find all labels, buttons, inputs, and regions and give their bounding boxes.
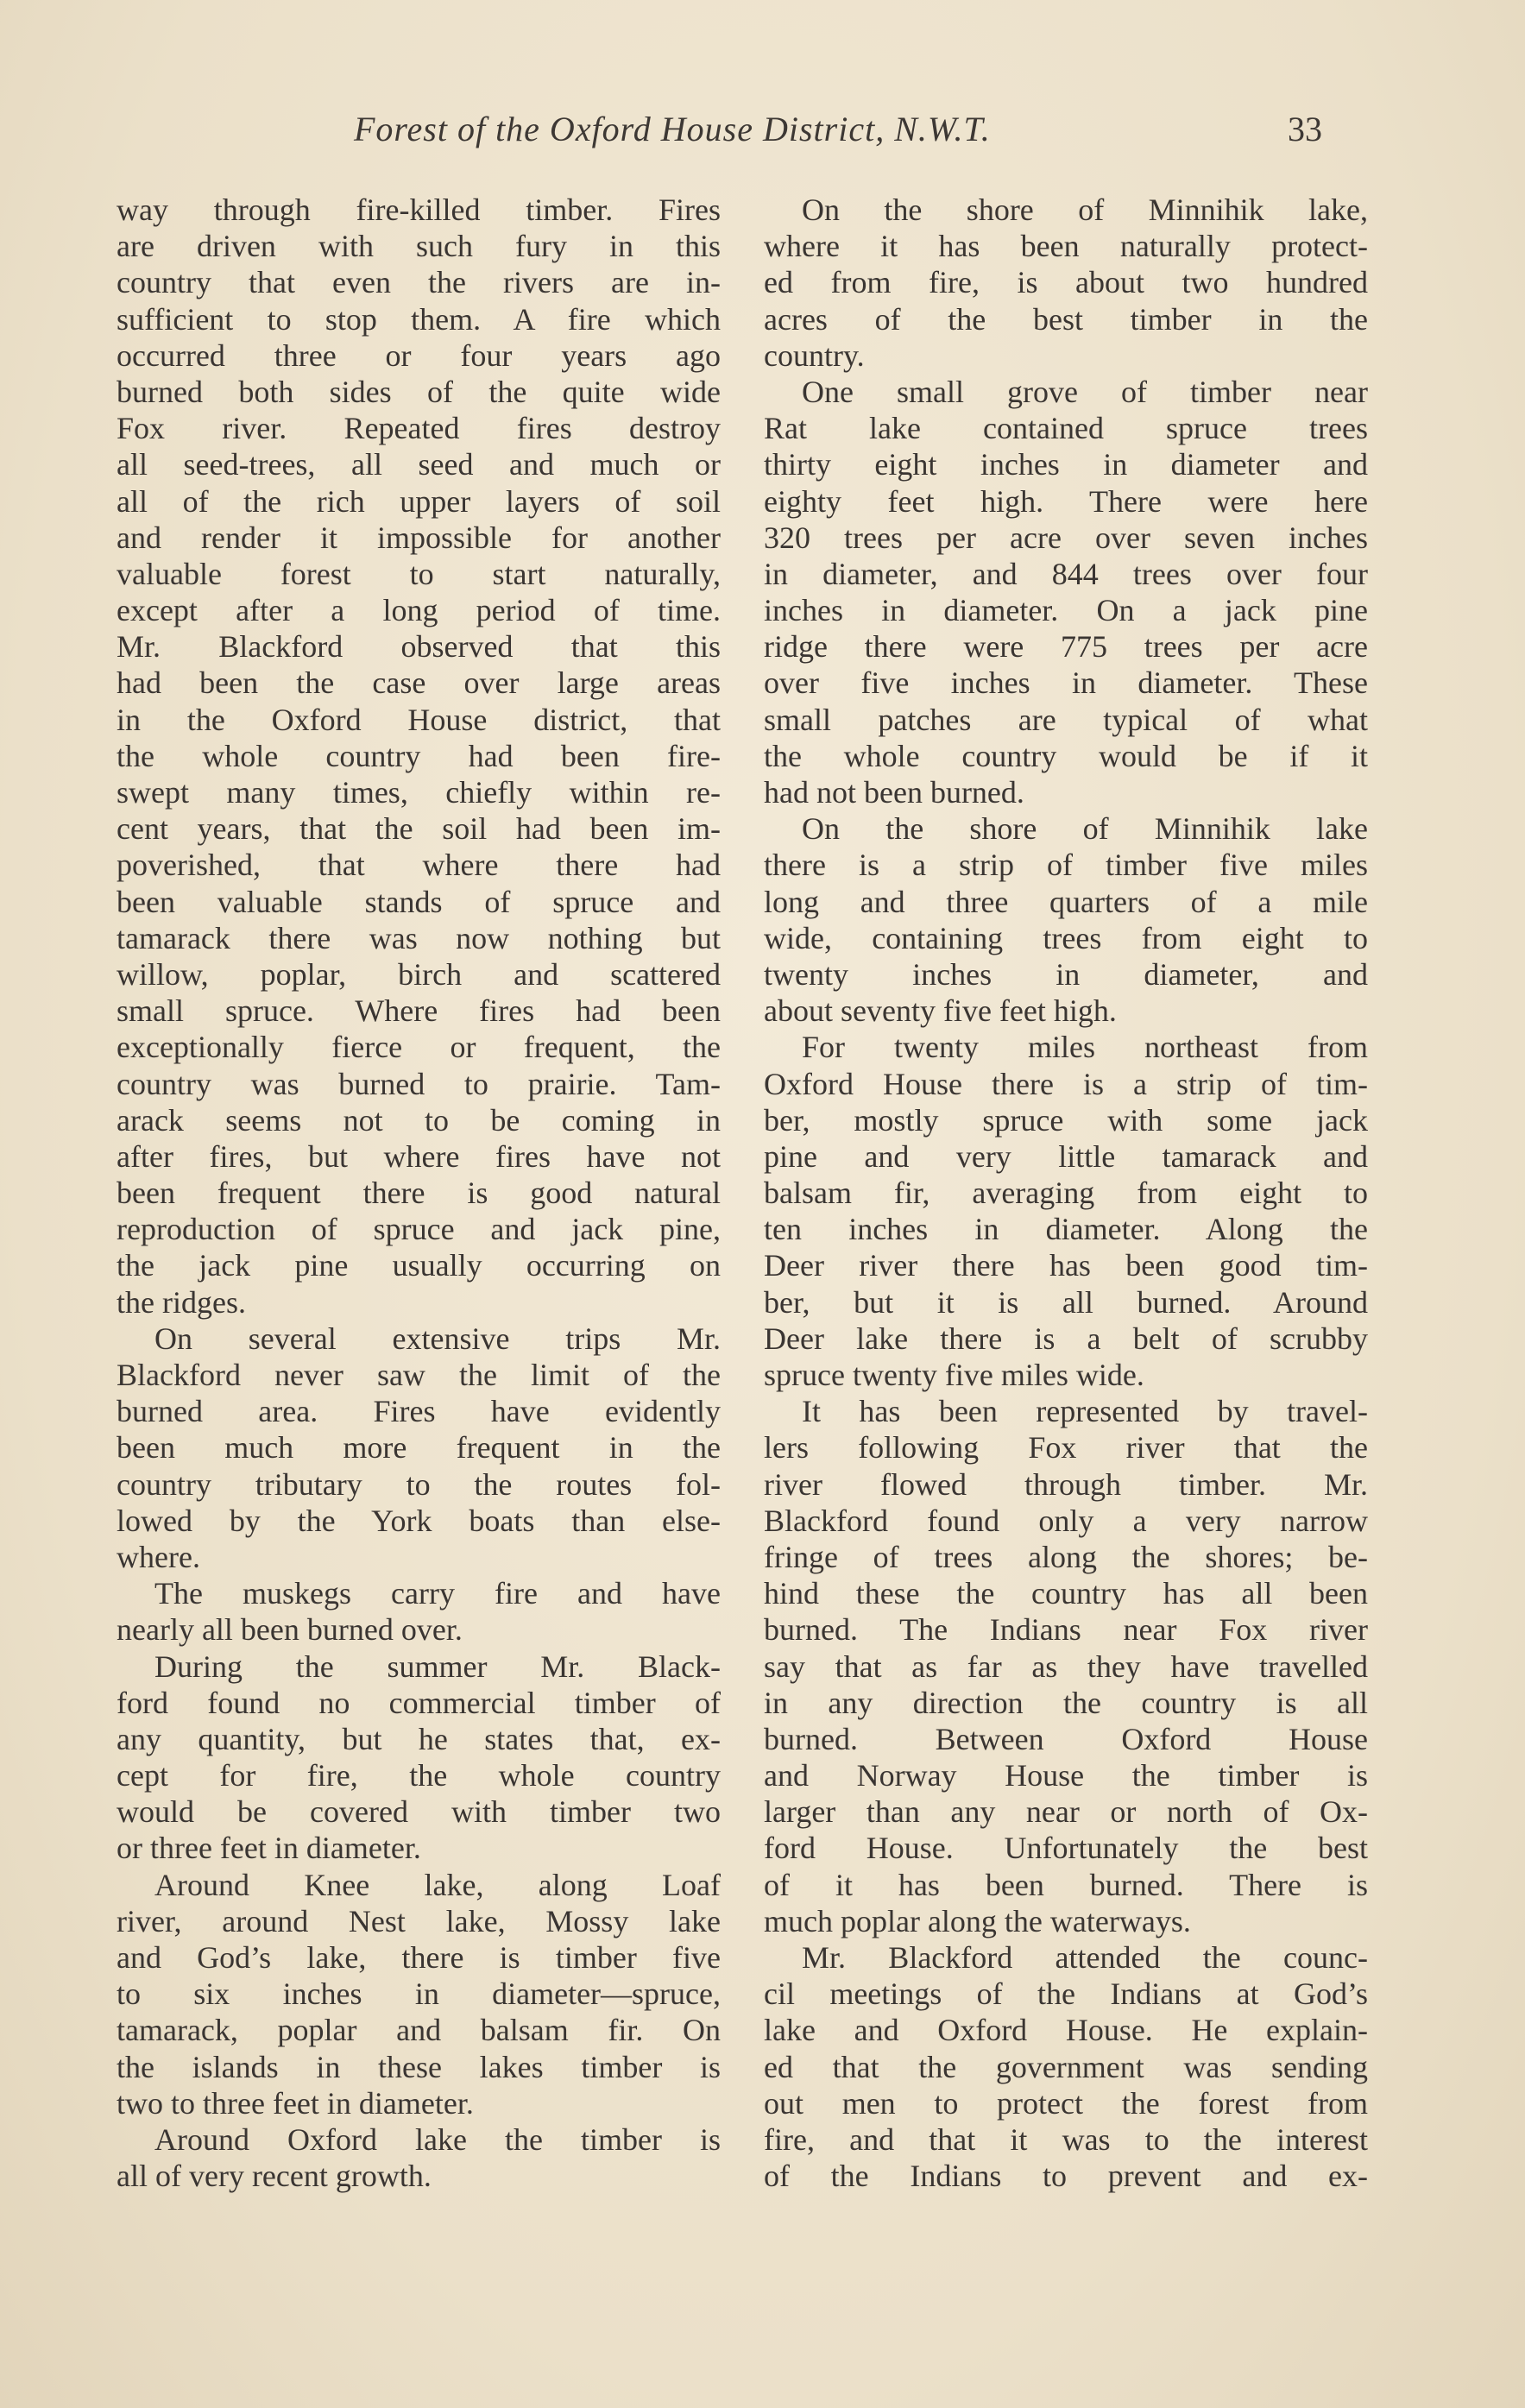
text-line: been frequent there is good natural — [117, 1176, 721, 1211]
text-line: the whole country had been fire- — [117, 738, 721, 773]
text-line: thirty eight inches in diameter and — [764, 447, 1368, 482]
text-line: of the Indians to prevent and ex- — [764, 2159, 1368, 2194]
text-line: there is a strip of timber five miles — [764, 848, 1368, 883]
text-line: cent years, that the soil had been im- — [117, 811, 721, 847]
text-line: lake and Oxford House. He explain- — [764, 2013, 1368, 2048]
right-column — [764, 192, 1368, 2194]
text-line: burned area. Fires have evidently — [117, 1394, 721, 1429]
text-line: swept many times, chiefly within re- — [117, 775, 721, 810]
text-line: ber, but it is all burned. Around — [764, 1284, 1368, 1320]
text-line: It has been represented by travel- — [802, 1394, 1368, 1429]
running-title: Forest of the Oxford House District, N.W.T. — [354, 110, 991, 148]
text-line: the ridges. — [117, 1284, 246, 1320]
text-line: wide, containing trees from eight to — [764, 920, 1368, 955]
text-line: way through fire-killed timber. Fires — [117, 192, 721, 227]
text-line: are driven with such fury in this — [117, 229, 721, 264]
text-line: One small grove of timber near — [802, 374, 1368, 409]
text-line: lowed by the York boats than else- — [117, 1503, 721, 1538]
text-line: exceptionally fierce or frequent, the — [117, 1030, 721, 1065]
text-line: small spruce. Where fires had been — [117, 993, 721, 1029]
text-line: acres of the best timber in the — [764, 301, 1368, 337]
text-line: country that even the rivers are in- — [117, 265, 721, 300]
text-line: burned both sides of the quite wide — [117, 374, 721, 409]
text-line: river, around Nest lake, Mossy lake — [117, 1903, 721, 1938]
text-line: inches in diameter. On a jack pine — [764, 593, 1368, 628]
text-line: or three feet in diameter. — [117, 1831, 421, 1866]
text-line: Around Knee lake, along Loaf — [154, 1867, 721, 1902]
text-line: sufficient to stop them. A fire which — [117, 301, 721, 337]
text-line: country was burned to prairie. Tam- — [117, 1066, 721, 1101]
text-line: over five inches in diameter. These — [764, 665, 1368, 701]
text-line: occurred three or four years ago — [117, 337, 721, 373]
text-line: For twenty miles northeast from — [802, 1030, 1368, 1065]
text-line: cept for fire, the whole country — [117, 1758, 721, 1793]
text-line: tamarack, poplar and balsam fir. On — [117, 2013, 721, 2048]
text-line: in the Oxford House district, that — [117, 702, 721, 737]
text-line: willow, poplar, birch and scattered — [117, 956, 721, 992]
text-line: fringe of trees along the shores; be- — [764, 1539, 1368, 1574]
text-line: ten inches in diameter. Along the — [764, 1212, 1368, 1247]
text-line: ford found no commercial timber of — [117, 1685, 721, 1720]
text-line: Deer river there has been good tim- — [764, 1248, 1368, 1283]
text-line: Mr. Blackford observed that this — [117, 629, 721, 665]
text-line: pine and very little tamarack and — [764, 1138, 1368, 1174]
text-line: On the shore of Minnihik lake, — [802, 192, 1368, 227]
text-line: after fires, but where fires have not — [117, 1138, 721, 1174]
text-line: poverished, that where there had — [117, 848, 721, 883]
page-number: 33 — [1288, 110, 1322, 148]
text-line: long and three quarters of a mile — [764, 884, 1368, 919]
text-line: valuable forest to start naturally, — [117, 556, 721, 591]
text-line: two to three feet in diameter. — [117, 2085, 474, 2121]
text-line: to six inches in diameter—spruce, — [117, 1976, 721, 2012]
text-line: lers following Fox river that the — [764, 1430, 1368, 1466]
text-line: and God’s lake, there is timber five — [117, 1940, 721, 1975]
text-line: 320 trees per acre over seven inches — [764, 520, 1368, 555]
text-line: Deer lake there is a belt of scrubby — [764, 1321, 1368, 1356]
text-line: in any direction the country is all — [764, 1685, 1368, 1720]
text-line: all of very recent growth. — [117, 2159, 432, 2194]
text-line: hind these the country has all been — [764, 1576, 1368, 1611]
text-line: country tributary to the routes fol- — [117, 1466, 721, 1502]
text-line: twenty inches in diameter, and — [764, 956, 1368, 992]
text-line: where it has been naturally protect- — [764, 229, 1368, 264]
text-line: and render it impossible for another — [117, 520, 721, 555]
text-line: ed from fire, is about two hundred — [764, 265, 1368, 300]
text-line: Mr. Blackford attended the counc- — [802, 1940, 1368, 1975]
text-line: been much more frequent in the — [117, 1430, 721, 1466]
page-header — [0, 109, 1525, 161]
text-line: ber, mostly spruce with some jack — [764, 1102, 1368, 1138]
text-line: On the shore of Minnihik lake — [802, 811, 1368, 847]
text-line: Around Oxford lake the timber is — [154, 2121, 721, 2157]
text-line: burned. Between Oxford House — [764, 1721, 1368, 1756]
text-line: and Norway House the timber is — [764, 1758, 1368, 1793]
text-line: Rat lake contained spruce trees — [764, 411, 1368, 446]
left-column — [117, 192, 721, 2194]
text-line: eighty feet high. There were here — [764, 483, 1368, 519]
text-line: the islands in these lakes timber is — [117, 2049, 721, 2084]
text-line: would be covered with timber two — [117, 1794, 721, 1830]
text-line: ford House. Unfortunately the best — [764, 1831, 1368, 1866]
text-line: burned. The Indians near Fox river — [764, 1612, 1368, 1648]
text-line: of it has been burned. There is — [764, 1867, 1368, 1902]
text-line: cil meetings of the Indians at God’s — [764, 1976, 1368, 2012]
text-line: country. — [764, 337, 865, 373]
text-line: say that as far as they have travelled — [764, 1648, 1368, 1684]
text-line: except after a long period of time. — [117, 593, 721, 628]
text-line: much poplar along the waterways. — [764, 1903, 1191, 1938]
text-line: The muskegs carry fire and have — [154, 1576, 721, 1611]
text-line: ed that the government was sending — [764, 2049, 1368, 2084]
text-line: Blackford found only a very narrow — [764, 1503, 1368, 1538]
text-line: ridge there were 775 trees per acre — [764, 629, 1368, 665]
text-line: had not been burned. — [764, 775, 1024, 810]
text-line: Fox river. Repeated fires destroy — [117, 411, 721, 446]
text-line: nearly all been burned over. — [117, 1612, 463, 1648]
text-line: had been the case over large areas — [117, 665, 721, 701]
text-line: where. — [117, 1539, 200, 1574]
text-line: out men to protect the forest from — [764, 2085, 1368, 2121]
text-line: fire, and that it was to the interest — [764, 2121, 1368, 2157]
text-line: about seventy five feet high. — [764, 993, 1117, 1029]
text-line: spruce twenty five miles wide. — [764, 1358, 1144, 1392]
text-line: larger than any near or north of Ox- — [764, 1794, 1368, 1830]
text-line: the jack pine usually occurring on — [117, 1248, 721, 1283]
text-line: been valuable stands of spruce and — [117, 884, 721, 919]
text-line: reproduction of spruce and jack pine, — [117, 1212, 721, 1247]
text-line: tamarack there was now nothing but — [117, 920, 721, 955]
text-line: river flowed through timber. Mr. — [764, 1466, 1368, 1502]
text-line: Blackford never saw the limit of the — [117, 1358, 721, 1392]
text-line: all seed-trees, all seed and much or — [117, 447, 721, 482]
text-line: Oxford House there is a strip of tim- — [764, 1066, 1368, 1101]
text-line: small patches are typical of what — [764, 702, 1368, 737]
text-line: any quantity, but he states that, ex- — [117, 1721, 721, 1756]
text-line: all of the rich upper layers of soil — [117, 483, 721, 519]
text-line: On several extensive trips Mr. — [154, 1321, 721, 1356]
text-line: in diameter, and 844 trees over four — [764, 556, 1368, 591]
text-line: the whole country would be if it — [764, 738, 1368, 773]
text-line: arack seems not to be coming in — [117, 1102, 721, 1138]
text-line: During the summer Mr. Black- — [154, 1648, 721, 1684]
text-line: balsam fir, averaging from eight to — [764, 1176, 1368, 1211]
